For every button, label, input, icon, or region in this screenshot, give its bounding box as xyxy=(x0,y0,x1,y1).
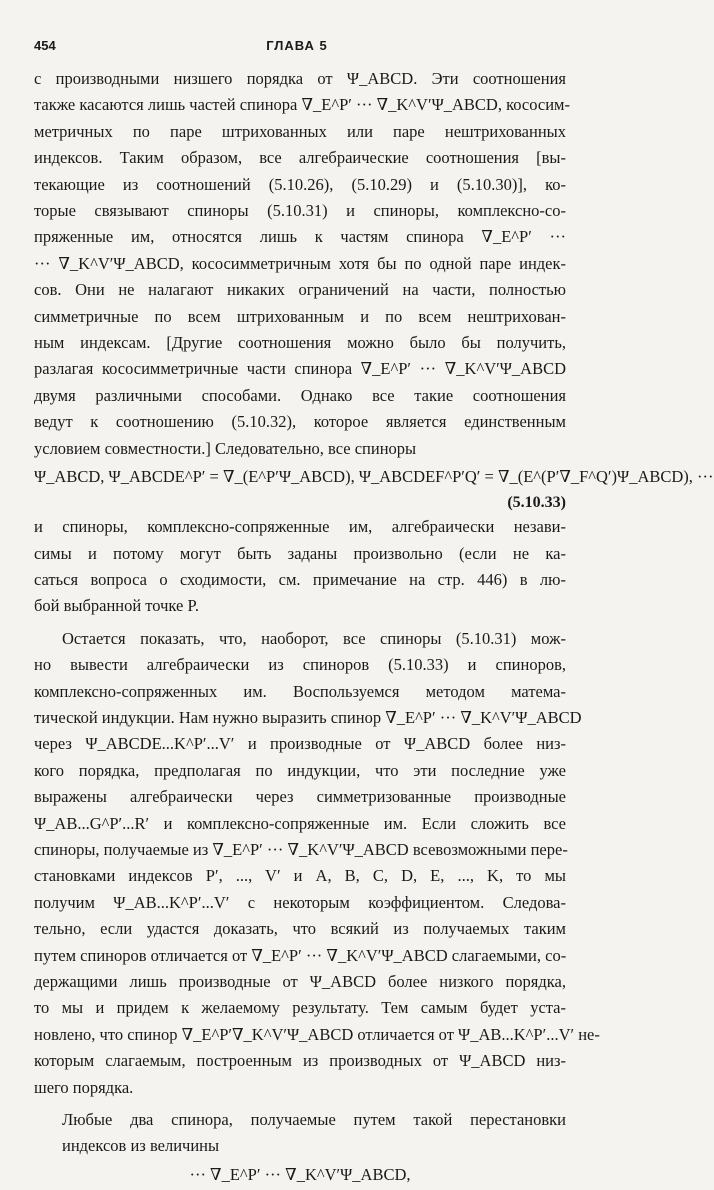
text-line: индексов из величины xyxy=(62,1136,220,1156)
text-line: Любые два спинора, получаемые путем такой перестановки xyxy=(62,1110,566,1130)
text-line: также касаются лишь частей спинора ∇_E^P′ ··· ∇_K^V′Ψ_ABCD, кососим- xyxy=(34,95,570,115)
text-line: путем спиноров отличается от ∇_E^P′ ··· ∇_K^V′Ψ_ABCD слагаемыми, со- xyxy=(34,945,567,965)
text-line: Ψ_AB...G^P′...R′ и комплексно-сопряженные им. Если сложить все xyxy=(34,813,566,833)
paragraph-4 xyxy=(34,1107,566,1160)
text-line: то мы и придем к желаемому результату. Тем самым будет уста- xyxy=(34,998,566,1018)
page-header xyxy=(34,38,560,58)
chapter-title: ГЛАВА 5 xyxy=(266,38,328,53)
text-line: ным индексам. [Другие соотношения можно было бы получить, xyxy=(34,333,566,353)
paragraph-1 xyxy=(34,66,570,462)
text-line: симметричные по всем штрихованным и по всем нештрихован- xyxy=(34,306,566,326)
text-line: кого порядка, предполагая по индукции, что эти последние уже xyxy=(34,760,566,780)
text-line: двумя различными способами. Однако все такие соотношения xyxy=(34,385,566,405)
text-line: и спиноры, комплексно-сопряженные им, алгебраически незави- xyxy=(34,517,566,537)
text-line: ··· ∇_K^V′Ψ_ABCD, кососимметричным хотя бы по одной паре индек- xyxy=(34,253,566,273)
text-line: симы и потому могут быть заданы произвольно (если не ка- xyxy=(34,543,566,563)
text-line: Остается показать, что, наоборот, все спиноры (5.10.31) мож- xyxy=(62,628,566,648)
text-line: торые связывают спиноры (5.10.31) и спиноры, комплексно-со- xyxy=(34,201,566,221)
text-line: выражены алгебраически через симметризованные производные xyxy=(34,787,566,807)
text-line: шего порядка. xyxy=(34,1077,134,1097)
text-line: тической индукции. Нам нужно выразить спинор ∇_E^P′ ··· ∇_K^V′Ψ_ABCD xyxy=(34,707,582,727)
text-line: через Ψ_ABCDE...K^P′...V′ и производные от Ψ_ABCD более низ- xyxy=(34,734,566,754)
equation-body: Ψ_ABCD, Ψ_ABCDE^P′ = ∇_(E^P′Ψ_ABCD), Ψ_ABCDEF^P′Q′ = ∇_(E^(P′∇_F^Q′)Ψ_ABCD), ··· xyxy=(34,467,714,487)
equation-2 xyxy=(34,1160,566,1190)
text-line: получим Ψ_AB...K^P′...V′ с некоторым коэффициентом. Следова- xyxy=(34,892,566,912)
text-line: становками индексов P′, ..., V′ и A, B, C, D, E, ..., K, то мы xyxy=(34,866,566,886)
text-line: но вывести алгебраически из спиноров (5.10.33) и спиноров, xyxy=(34,655,566,675)
text-line: спиноры, получаемые из ∇_E^P′ ··· ∇_K^V′Ψ_ABCD всевозможными пере- xyxy=(34,839,568,859)
equation-5-10-33 xyxy=(34,462,714,514)
text-line: условием совместности.] Следовательно, все спиноры xyxy=(34,438,417,458)
text-line: текающие из соотношений (5.10.26), (5.10.29) и (5.10.30)], ко- xyxy=(34,174,566,194)
text-line: новлено, что спинор ∇_E^P′∇_K^V′Ψ_ABCD отличается от Ψ_AB...K^P′...V′ не- xyxy=(34,1024,600,1044)
paragraph-2 xyxy=(34,514,566,620)
text-line: сов. Они не налагают никаких ограничений на части, полностью xyxy=(34,280,566,300)
text-line: которым слагаемым, построенным из производных от Ψ_ABCD низ- xyxy=(34,1051,566,1071)
page-number: 454 xyxy=(34,38,56,53)
text-line: индексов. Таким образом, все алгебраические соотношения [вы- xyxy=(34,148,566,168)
equation-number: (5.10.33) xyxy=(507,494,566,512)
text-line: ведут к соотношению (5.10.32), которое является единственным xyxy=(34,412,566,432)
text-line: разлагая кососимметричные части спинора ∇_E^P′ ··· ∇_K^V′Ψ_ABCD xyxy=(34,359,566,379)
text-line: бой выбранной точке P. xyxy=(34,596,199,616)
text-line: комплексно-сопряженных им. Воспользуемся методом матема- xyxy=(34,681,566,701)
page-body xyxy=(34,66,714,1190)
paragraph-3 xyxy=(34,626,600,1101)
text-line: с производными низшего порядка от Ψ_ABCD. Эти соотношения xyxy=(34,69,566,88)
equation-body: ··· ∇_E^P′ ··· ∇_K^V′Ψ_ABCD, xyxy=(189,1164,411,1184)
text-line: метричных по паре штрихованных или паре нештрихованных xyxy=(34,121,566,141)
text-line: пряженные им, относятся лишь к частям спинора ∇_E^P′ ··· xyxy=(34,227,566,247)
text-line: саться вопроса о сходимости, см. примечание на стр. 446) в лю- xyxy=(34,569,566,589)
text-line: тельно, если удастся доказать, что всякий из получаемых таким xyxy=(34,919,566,939)
text-line: держащими лишь производные от Ψ_ABCD более низкого порядка, xyxy=(34,972,566,991)
